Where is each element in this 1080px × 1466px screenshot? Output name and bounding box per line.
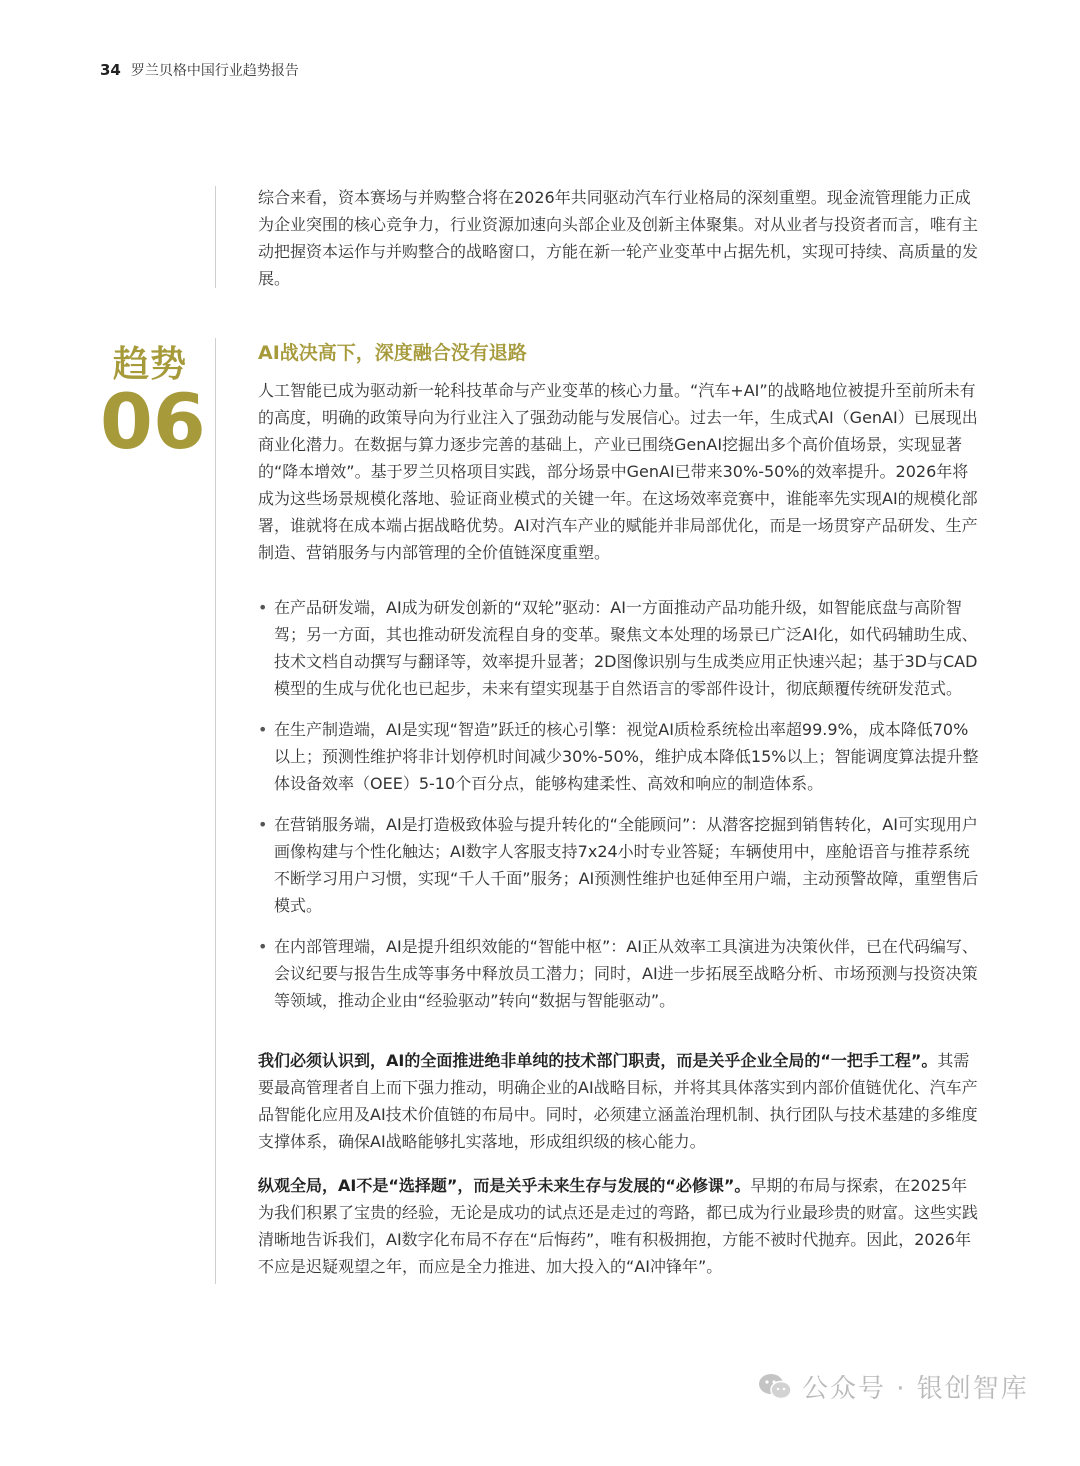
- list-item-text: 在生产制造端，AI是实现“智造”跃迁的核心引擎：视觉AI质检系统检出率超99.9%，成本降低70%以上；预测性维护将非计划停机时间减少30%-50%，维护成本降低15%以上；智能调度算法提升整体设备效率（OEE）5-10个百分点，能够构建柔性、高效和响应的制造体系。: [274, 720, 979, 793]
- bullet-list: [258, 594, 980, 1028]
- list-item-text: 在内部管理端，AI是提升组织效能的“智能中枢”：AI正从效率工具演进为决策伙伴，已在代码编写、会议纪要与报告生成等事务中释放员工潜力；同时，AI进一步拓展至战略分析、市场预测与投资决策等领域，推动企业由“经验驱动”转向“数据与智能驱动”。: [274, 937, 978, 1010]
- page-header: [100, 60, 299, 80]
- conclusion-paragraph-2: [258, 1172, 978, 1280]
- conclusion-1-emphasis: 我们必须认识到，AI的全面推进绝非单纯的技术部门职责，而是关乎企业全局的“一把手工程”。: [258, 1051, 938, 1070]
- intro-paragraph: 综合来看，资本赛场与并购整合将在2026年共同驱动汽车行业格局的深刻重塑。现金流管理能力正成为企业突围的核心竞争力，行业资源加速向头部企业及创新主体聚集。对从业者与投资者而言，唯有主动把握资本运作与并购整合的战略窗口，方能在新一轮产业变革中占据先机，实现可持续、高质量的发展。: [258, 188, 979, 288]
- conclusion-paragraph-1: [258, 1047, 978, 1155]
- list-item: [258, 933, 980, 1014]
- conclusion-1-text: 其需要最高管理者自上而下强力推动，明确企业的AI战略目标，并将其具体落实到内部价值链优化、汽车产品智能化应用及AI技术价值链的布局中。同时，必须建立涵盖治理机制、执行团队与技术基建的多维度支撑体系，确保AI战略能够扎实落地，形成组织级的核心能力。: [258, 1051, 978, 1151]
- section-title: AI战决高下，深度融合没有退路: [258, 342, 527, 364]
- page-number: 34: [100, 61, 121, 79]
- watermark-text: 公众号 · 银创智库: [802, 1374, 1029, 1404]
- wechat-icon: [758, 1373, 792, 1401]
- trend-number: 06: [100, 377, 206, 466]
- list-item: [258, 716, 980, 797]
- trend-label: 趋势: [112, 344, 187, 385]
- divider-line: [215, 186, 216, 288]
- bullet-dot: •: [258, 720, 268, 739]
- list-item-text: 在产品研发端，AI成为研发创新的“双轮”驱动：AI一方面推动产品功能升级，如智能底盘与高阶智驾；另一方面，其也推动研发流程自身的变革。聚焦文本处理的场景已广泛AI化，如代码辅助生成、技术文档自动撰写与翻译等，效率提升显著；2D图像识别与生成类应用正快速兴起；基于3D与CAD模型的生成与优化也已起步，未来有望实现基于自然语言的零部件设计，彻底颠覆传统研发范式。: [274, 598, 978, 698]
- bullet-dot: •: [258, 598, 268, 617]
- section-body: 人工智能已成为驱动新一轮科技革命与产业变革的核心力量。“汽车+AI”的战略地位被提升至前所未有的高度，明确的政策导向为行业注入了强劲动能与发展信心。过去一年，生成式AI（GenAI）已展现出商业化潜力。在数据与算力逐步完善的基础上，产业已围绕GenAI挖掘出多个高价值场景，实现显著的“降本增效”。基于罗兰贝格项目实践，部分场景中GenAI已带来30%-50%的效率提升。2026年将成为这些场景规模化落地、验证商业模式的关键一年。在这场效率竞赛中，谁能率先实现AI的规模化部署，谁就将在成本端占据战略优势。AI对汽车产业的赋能并非局部优化，而是一场贯穿产品研发、生产制造、营销服务与内部管理的全价值链深度重塑。: [258, 381, 978, 562]
- conclusion-2-emphasis: 纵观全局，AI不是“选择题”，而是关乎未来生存与发展的“必修课”。: [258, 1176, 751, 1195]
- conclusion-2-text: 早期的布局与探索，在2025年为我们积累了宝贵的经验，无论是成功的试点还是走过的弯路，都已成为行业最珍贵的财富。这些实践清晰地告诉我们，AI数字化布局不存在“后悔药”，唯有积极拥抱，方能不被时代抛弃。因此，2026年不应是迟疑观望之年，而应是全力推进、加大投入的“AI冲锋年”。: [258, 1176, 979, 1276]
- report-title: 罗兰贝格中国行业趋势报告: [130, 63, 299, 79]
- watermark: [758, 1368, 1029, 1405]
- divider-line: [215, 338, 216, 1284]
- bullet-dot: •: [258, 815, 268, 834]
- list-item: [258, 594, 980, 702]
- bullet-dot: •: [258, 937, 268, 956]
- list-item: [258, 811, 980, 919]
- list-item-text: 在营销服务端，AI是打造极致体验与提升转化的“全能顾问”：从潜客挖掘到销售转化，AI可实现用户画像构建与个性化触达；AI数字人客服支持7x24小时专业答疑；车辆使用中，座舱语音与推荐系统不断学习用户习惯，实现“千人千面”服务；AI预测性维护也延伸至用户端，主动预警故障，重塑售后模式。: [274, 815, 979, 915]
